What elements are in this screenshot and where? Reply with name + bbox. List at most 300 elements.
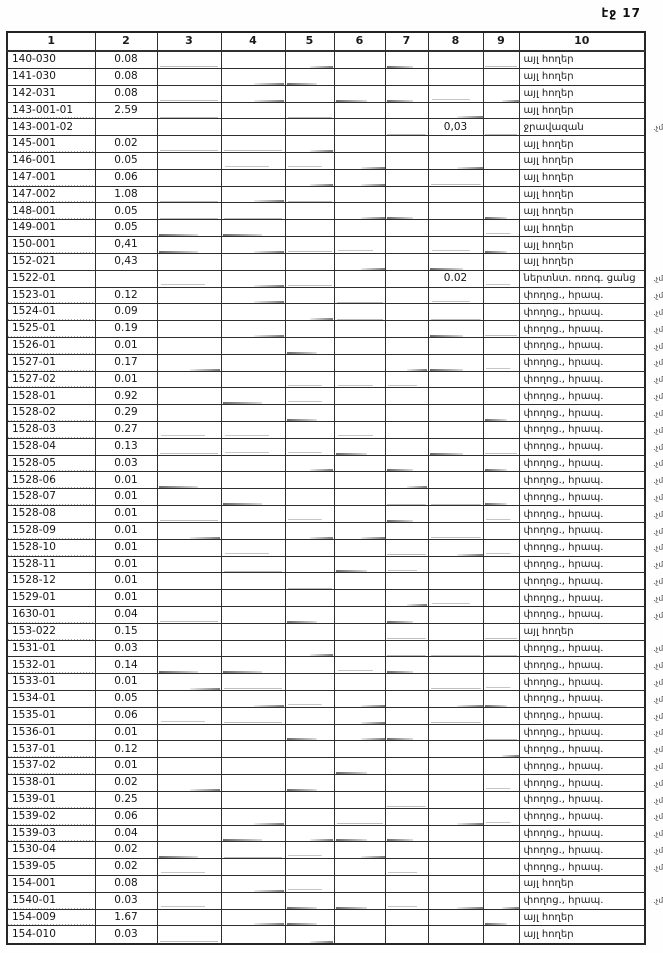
cell-col6 (334, 68, 385, 85)
cell-col5 (285, 136, 334, 153)
cell-code: 1522-01 (7, 270, 95, 287)
cell-landuse: փողոց., հրապ. .չմ (519, 758, 645, 775)
cell-code: 1540-01 (7, 892, 95, 909)
cell-col4 (221, 657, 285, 674)
cell-col3 (157, 85, 221, 102)
table-row (7, 438, 645, 455)
cell-col9 (483, 321, 519, 338)
cell-code: 1528-11 (7, 556, 95, 573)
table-row (7, 455, 645, 472)
header-row (7, 32, 645, 51)
cell-landuse: ներտնտ. ոռոգ. ցանց .չմ (519, 270, 645, 287)
margin-note: .չմ (652, 408, 663, 418)
cell-col4 (221, 253, 285, 270)
cell-col7 (385, 892, 428, 909)
cell-col6 (334, 270, 385, 287)
column-header-4: 4 (221, 32, 285, 51)
cell-col5 (285, 489, 334, 506)
cell-area: 1.08 (95, 186, 157, 203)
cell-col3 (157, 623, 221, 640)
cell-landuse: այլ հողեր (519, 220, 645, 237)
cell-col4 (221, 842, 285, 859)
cell-col3 (157, 136, 221, 153)
cell-col5 (285, 724, 334, 741)
cell-col8 (428, 237, 483, 254)
cell-col7 (385, 875, 428, 892)
cell-col3 (157, 304, 221, 321)
cell-col4 (221, 85, 285, 102)
cell-col4 (221, 775, 285, 792)
cell-col5 (285, 472, 334, 489)
cell-landuse: փողոց., հրապ. .չմ (519, 539, 645, 556)
table-row (7, 707, 645, 724)
cell-col3 (157, 354, 221, 371)
cell-code: 1529-01 (7, 590, 95, 607)
table-row (7, 405, 645, 422)
cell-col5 (285, 85, 334, 102)
cell-code: 1528-01 (7, 388, 95, 405)
cell-area: 0.03 (95, 455, 157, 472)
cell-col5 (285, 859, 334, 876)
cell-col7 (385, 707, 428, 724)
cell-landuse: այլ հողեր (519, 169, 645, 186)
cell-area: 0.04 (95, 606, 157, 623)
cell-col8 (428, 405, 483, 422)
cell-col4 (221, 758, 285, 775)
cell-col3 (157, 455, 221, 472)
cell-col6 (334, 169, 385, 186)
cell-code: 147-002 (7, 186, 95, 203)
table-row (7, 657, 645, 674)
cell-area: 0.01 (95, 556, 157, 573)
cell-col5 (285, 623, 334, 640)
cell-area: 0.06 (95, 808, 157, 825)
cell-area: 0.03 (95, 640, 157, 657)
cell-code: 140-030 (7, 51, 95, 68)
cell-code: 1528-08 (7, 506, 95, 523)
table-row (7, 270, 645, 287)
cell-area: 0.12 (95, 287, 157, 304)
cell-area: 0.15 (95, 623, 157, 640)
cell-col3 (157, 422, 221, 439)
cell-col5 (285, 741, 334, 758)
cell-code: 1534-01 (7, 691, 95, 708)
cell-col3 (157, 909, 221, 926)
cell-col9 (483, 270, 519, 287)
cell-landuse: այլ հողեր (519, 51, 645, 68)
cell-col8 (428, 522, 483, 539)
cell-landuse: փողոց., հրապ. .չմ (519, 606, 645, 623)
cell-col5 (285, 186, 334, 203)
cell-col6 (334, 724, 385, 741)
cell-area: 1.67 (95, 909, 157, 926)
cell-col9 (483, 724, 519, 741)
cell-col5 (285, 808, 334, 825)
cell-area: 0.01 (95, 337, 157, 354)
margin-note: .չմ (652, 509, 663, 519)
cell-col9 (483, 405, 519, 422)
table-row (7, 522, 645, 539)
table-row (7, 724, 645, 741)
table-row (7, 606, 645, 623)
cell-col9 (483, 590, 519, 607)
cell-col4 (221, 422, 285, 439)
table-row (7, 68, 645, 85)
cell-col9 (483, 472, 519, 489)
cell-col4 (221, 186, 285, 203)
table-row (7, 102, 645, 119)
cell-col7 (385, 388, 428, 405)
cell-code: 1537-02 (7, 758, 95, 775)
cell-col3 (157, 68, 221, 85)
cell-col5 (285, 169, 334, 186)
margin-note: .չմ (652, 358, 663, 368)
margin-note: .չմ (652, 795, 663, 805)
cell-col6 (334, 758, 385, 775)
cell-col4 (221, 808, 285, 825)
cell-col3 (157, 741, 221, 758)
page-number: էջ 17 (601, 6, 641, 20)
cell-col5 (285, 287, 334, 304)
cell-area: 0.01 (95, 371, 157, 388)
cell-col3 (157, 825, 221, 842)
column-header-1: 1 (7, 32, 95, 51)
cell-col7 (385, 422, 428, 439)
cell-col7 (385, 775, 428, 792)
cell-landuse: այլ հողեր (519, 136, 645, 153)
cell-col9 (483, 791, 519, 808)
cell-col5 (285, 691, 334, 708)
cell-col7 (385, 119, 428, 136)
cell-col3 (157, 169, 221, 186)
cell-col4 (221, 640, 285, 657)
cell-col7 (385, 741, 428, 758)
cell-landuse: այլ հողեր (519, 926, 645, 944)
cell-code: 1528-09 (7, 522, 95, 539)
cell-col5 (285, 892, 334, 909)
table-row (7, 909, 645, 926)
cell-area: 0,41 (95, 237, 157, 254)
margin-note: .չմ (652, 593, 663, 603)
cell-col3 (157, 203, 221, 220)
cell-col6 (334, 539, 385, 556)
cell-col8 (428, 859, 483, 876)
cell-col4 (221, 522, 285, 539)
cell-col8 (428, 606, 483, 623)
cell-col3 (157, 875, 221, 892)
table-row (7, 842, 645, 859)
cell-col7 (385, 691, 428, 708)
table-row (7, 388, 645, 405)
cell-area: 0.01 (95, 522, 157, 539)
cell-col5 (285, 758, 334, 775)
table-row (7, 287, 645, 304)
margin-note: .չմ (652, 459, 663, 469)
cell-col9 (483, 85, 519, 102)
cell-landuse: փողոց., հրապ. .չմ (519, 892, 645, 909)
cell-col5 (285, 539, 334, 556)
margin-note: .չմ (652, 845, 663, 856)
table-row (7, 590, 645, 607)
cell-col3 (157, 119, 221, 136)
cell-col7 (385, 85, 428, 102)
cell-col9 (483, 522, 519, 539)
cell-col7 (385, 472, 428, 489)
cell-col3 (157, 657, 221, 674)
table-row (7, 926, 645, 944)
cell-col7 (385, 506, 428, 523)
cell-code: 1528-04 (7, 438, 95, 455)
cell-col8 (428, 791, 483, 808)
cell-area: 0.92 (95, 388, 157, 405)
cell-col5 (285, 522, 334, 539)
cell-landuse: փողոց., հրապ. .չմ (519, 825, 645, 842)
cell-col9 (483, 119, 519, 136)
cell-col3 (157, 371, 221, 388)
cell-col7 (385, 169, 428, 186)
cell-col4 (221, 909, 285, 926)
margin-note: .չմ (652, 122, 663, 133)
cell-col4 (221, 556, 285, 573)
cell-code: 150-001 (7, 237, 95, 254)
cell-col7 (385, 321, 428, 338)
cell-col3 (157, 186, 221, 203)
cell-col6 (334, 422, 385, 439)
cell-area: 2.59 (95, 102, 157, 119)
table-row (7, 623, 645, 640)
table-row (7, 741, 645, 758)
cell-area: 0.03 (95, 926, 157, 944)
cell-col5 (285, 220, 334, 237)
table-row (7, 556, 645, 573)
cell-area: 0.05 (95, 220, 157, 237)
cell-col5 (285, 825, 334, 842)
cell-code: 1528-10 (7, 539, 95, 556)
cell-col3 (157, 237, 221, 254)
margin-note: .չմ (652, 475, 663, 486)
margin-note: .չմ (652, 728, 663, 738)
cell-col7 (385, 825, 428, 842)
cell-col6 (334, 623, 385, 640)
cell-col5 (285, 68, 334, 85)
cell-col6 (334, 741, 385, 758)
cell-col3 (157, 640, 221, 657)
cell-col7 (385, 455, 428, 472)
table-row (7, 825, 645, 842)
table-row (7, 775, 645, 792)
margin-note: .չմ (652, 341, 663, 351)
cell-col3 (157, 253, 221, 270)
cell-landuse: փողոց., հրապ. .չմ (519, 522, 645, 539)
cell-col7 (385, 203, 428, 220)
margin-note: .չմ (652, 744, 663, 755)
cell-col6 (334, 556, 385, 573)
cell-col3 (157, 859, 221, 876)
cell-col4 (221, 438, 285, 455)
cell-col8 (428, 337, 483, 354)
cell-col7 (385, 51, 428, 68)
cell-landuse: փողոց., հրապ. .չմ (519, 573, 645, 590)
margin-note: .չմ (652, 374, 663, 385)
cell-col4 (221, 455, 285, 472)
cell-area: 0.27 (95, 422, 157, 439)
cell-col6 (334, 51, 385, 68)
cell-area: 0.03 (95, 892, 157, 909)
cell-code: 143-001-01 (7, 102, 95, 119)
table-row (7, 691, 645, 708)
cell-col9 (483, 438, 519, 455)
cell-col7 (385, 724, 428, 741)
cell-area: 0.12 (95, 741, 157, 758)
cell-landuse: փողոց., հրապ. .չմ (519, 304, 645, 321)
cell-col8 (428, 85, 483, 102)
cell-landuse: այլ հողեր (519, 85, 645, 102)
cell-landuse: այլ հողեր (519, 68, 645, 85)
cell-col4 (221, 220, 285, 237)
cell-col9 (483, 623, 519, 640)
cell-col4 (221, 354, 285, 371)
cell-col9 (483, 422, 519, 439)
cell-col8 (428, 102, 483, 119)
cell-col6 (334, 674, 385, 691)
cell-col3 (157, 102, 221, 119)
cell-col9 (483, 220, 519, 237)
cell-area: 0.06 (95, 707, 157, 724)
cell-col3 (157, 556, 221, 573)
cell-landuse: փողոց., հրապ. .չմ (519, 691, 645, 708)
cell-col8 (428, 136, 483, 153)
cell-landuse: փողոց., հրապ. .չմ (519, 657, 645, 674)
cell-col9 (483, 203, 519, 220)
cell-col4 (221, 724, 285, 741)
table-row (7, 758, 645, 775)
cell-col8 (428, 758, 483, 775)
margin-note: .չմ (652, 526, 663, 536)
cell-code: 1533-01 (7, 674, 95, 691)
margin-note: .չմ (652, 896, 663, 906)
cell-col4 (221, 270, 285, 287)
cell-col6 (334, 825, 385, 842)
cell-area: 0.05 (95, 203, 157, 220)
cell-col8 (428, 707, 483, 724)
cell-col5 (285, 102, 334, 119)
column-header-5: 5 (285, 32, 334, 51)
cell-col5 (285, 371, 334, 388)
cell-col5 (285, 455, 334, 472)
cell-col9 (483, 892, 519, 909)
cell-col6 (334, 590, 385, 607)
cell-col9 (483, 455, 519, 472)
cell-col3 (157, 506, 221, 523)
cell-landuse: փողոց., հրապ. .չմ (519, 791, 645, 808)
cell-landuse: ջրավազան .չմ (519, 119, 645, 136)
cell-landuse: փողոց., հրապ. .չմ (519, 724, 645, 741)
cell-col7 (385, 842, 428, 859)
table-row (7, 203, 645, 220)
cell-col8 (428, 153, 483, 170)
margin-note: .չմ (652, 643, 663, 654)
cell-col3 (157, 337, 221, 354)
margin-note: .չմ (652, 559, 663, 570)
cell-area: 0.25 (95, 791, 157, 808)
cell-col7 (385, 674, 428, 691)
cell-area: 0.09 (95, 304, 157, 321)
cell-col3 (157, 405, 221, 422)
cell-landuse: այլ հողեր (519, 153, 645, 170)
table-row (7, 506, 645, 523)
cell-code: 1526-01 (7, 337, 95, 354)
cell-col5 (285, 590, 334, 607)
cell-col4 (221, 539, 285, 556)
cell-col6 (334, 455, 385, 472)
cell-col9 (483, 51, 519, 68)
table-row (7, 304, 645, 321)
table-row (7, 808, 645, 825)
cell-col8 (428, 304, 483, 321)
cell-col4 (221, 102, 285, 119)
cell-col3 (157, 220, 221, 237)
cell-col4 (221, 573, 285, 590)
cell-area: 0.05 (95, 153, 157, 170)
cell-col3 (157, 573, 221, 590)
cell-code: 1539-01 (7, 791, 95, 808)
cell-col4 (221, 892, 285, 909)
cell-code: 1532-01 (7, 657, 95, 674)
cell-col5 (285, 506, 334, 523)
margin-note: .չմ (652, 492, 663, 503)
table-row (7, 892, 645, 909)
cell-col8 (428, 724, 483, 741)
table-row (7, 489, 645, 506)
cell-col4 (221, 287, 285, 304)
cell-code: 1528-12 (7, 573, 95, 590)
cell-area: 0.06 (95, 169, 157, 186)
cell-col5 (285, 573, 334, 590)
cell-col8 (428, 422, 483, 439)
cell-col6 (334, 808, 385, 825)
cell-col5 (285, 203, 334, 220)
cell-col5 (285, 304, 334, 321)
cell-col8 (428, 455, 483, 472)
column-header-6: 6 (334, 32, 385, 51)
cell-col9 (483, 775, 519, 792)
cell-col8 (428, 623, 483, 640)
cell-col3 (157, 153, 221, 170)
cell-col9 (483, 153, 519, 170)
cell-col6 (334, 186, 385, 203)
cell-col9 (483, 556, 519, 573)
cell-col7 (385, 153, 428, 170)
cell-col6 (334, 388, 385, 405)
cell-col9 (483, 506, 519, 523)
cell-col4 (221, 707, 285, 724)
cell-col5 (285, 707, 334, 724)
cell-col4 (221, 119, 285, 136)
table-row (7, 220, 645, 237)
cell-area: 0.01 (95, 573, 157, 590)
cell-col8 (428, 875, 483, 892)
cell-col8 (428, 657, 483, 674)
cell-col8 (428, 909, 483, 926)
cell-col8 (428, 388, 483, 405)
cell-code: 1527-01 (7, 354, 95, 371)
cell-code: 1525-01 (7, 321, 95, 338)
cell-col9 (483, 926, 519, 944)
margin-note: .չմ (652, 576, 663, 587)
cell-landuse: փողոց., հրապ. .չմ (519, 859, 645, 876)
margin-note: .չմ (652, 391, 663, 402)
cell-col5 (285, 791, 334, 808)
